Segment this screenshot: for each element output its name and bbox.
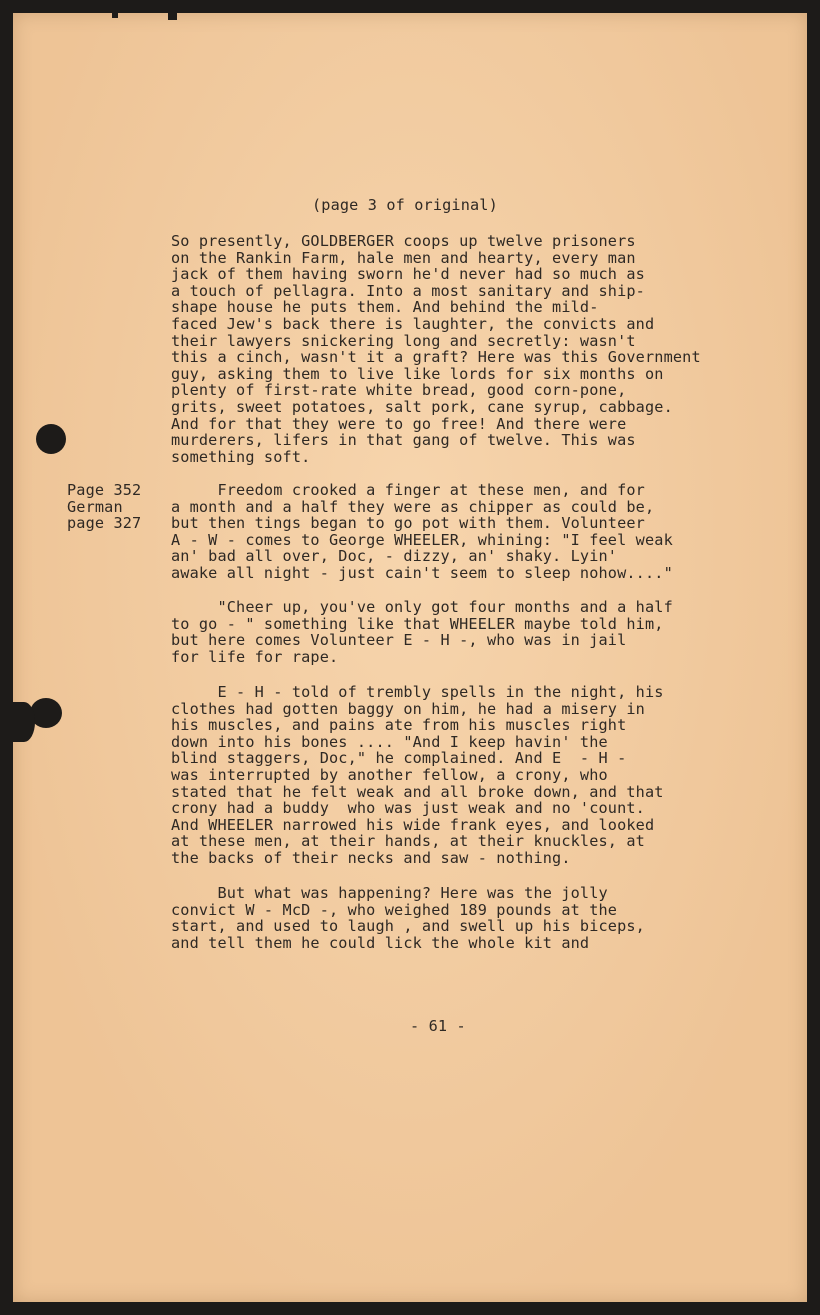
margin-note-line: Page 352 [67,481,142,499]
text-line: E - H - told of trembly spells in the night, his [171,683,664,701]
text-line: something soft. [171,447,311,466]
text-line: stated that he felt weak and all broke down, and that [171,782,664,801]
text-line: this a cinch, wasn't it a graft? Here was this Government [171,348,701,367]
ink-blot-edge [13,702,35,742]
margin-reference-note [67,482,141,532]
paragraph-1 [171,233,701,465]
margin-note-line: German [67,497,123,516]
text-line: a touch of pellagra. Into a most sanitary and ship- [171,281,645,300]
margin-note-line: page 327 [67,514,142,533]
page-number: - 61 - [410,1017,466,1035]
text-line: plenty of first-rate white bread, good corn-pone, [171,381,627,400]
edge-mark-top-1 [112,10,118,18]
text-line: jack of them having sworn he'd never had so much as [171,265,645,284]
text-line: on the Rankin Farm, hale men and hearty, every man [171,248,636,267]
text-line: at these men, at their hands, at their knuckles, at [171,832,645,851]
paragraph-5 [171,885,645,951]
text-line: their lawyers snickering long and secretly: wasn't [171,331,636,350]
text-line: and tell them he could lick the whole kit and [171,933,590,952]
text-line: a month and a half they were as chipper as could be, [171,497,655,516]
text-line: but here comes Volunteer E - H -, who was in jail [171,631,627,650]
punch-hole-upper [36,424,66,454]
text-line: guy, asking them to live like lords for six months on [171,364,664,383]
text-line: the backs of their necks and saw - nothing. [171,848,571,867]
paragraph-3 [171,599,673,665]
text-line: grits, sweet potatoes, salt pork, cane syrup, cabbage. [171,397,673,416]
paragraph-2 [171,482,673,582]
text-line: for life for rape. [171,647,339,666]
edge-mark-top-2 [168,10,177,20]
text-line: "Cheer up, you've only got four months and a half [171,598,673,616]
text-line: shape house he puts them. And behind the mild- [171,298,599,317]
text-line: crony had a buddy who was just weak and no 'count. [171,799,645,818]
text-line: but then tings began to go pot with them. Volunteer [171,514,645,533]
text-line: blind staggers, Doc," he complained. And E - H - [171,749,627,768]
text-line: Freedom crooked a finger at these men, and for [171,481,645,499]
text-line: So presently, GOLDBERGER coops up twelve prisoners [171,232,636,250]
text-line: awake all night - just cain't seem to sleep nohow...." [171,563,673,582]
text-line: start, and used to laugh , and swell up his biceps, [171,917,645,936]
page-header: (page 3 of original) [312,196,498,214]
text-line: to go - " something like that WHEELER maybe told him, [171,614,664,633]
text-line: his muscles, and pains ate from his muscles right [171,716,627,735]
text-line: And WHEELER narrowed his wide frank eyes, and looked [171,815,655,834]
text-line: murderers, lifers in that gang of twelve. This was [171,431,636,450]
text-line: And for that they were to go free! And there were [171,414,627,433]
text-line: But what was happening? Here was the jolly [171,884,608,902]
paragraph-4 [171,684,664,867]
text-line: down into his bones .... "And I keep havin' the [171,732,608,751]
text-line: was interrupted by another fellow, a crony, who [171,765,608,784]
text-line: convict W - McD -, who weighed 189 pounds at the [171,900,618,919]
text-line: faced Jew's back there is laughter, the convicts and [171,314,655,333]
text-line: an' bad all over, Doc, - dizzy, an' shaky. Lyin' [171,547,618,566]
text-line: A - W - comes to George WHEELER, whining: "I feel weak [171,530,673,549]
text-line: clothes had gotten baggy on him, he had a misery in [171,699,645,718]
